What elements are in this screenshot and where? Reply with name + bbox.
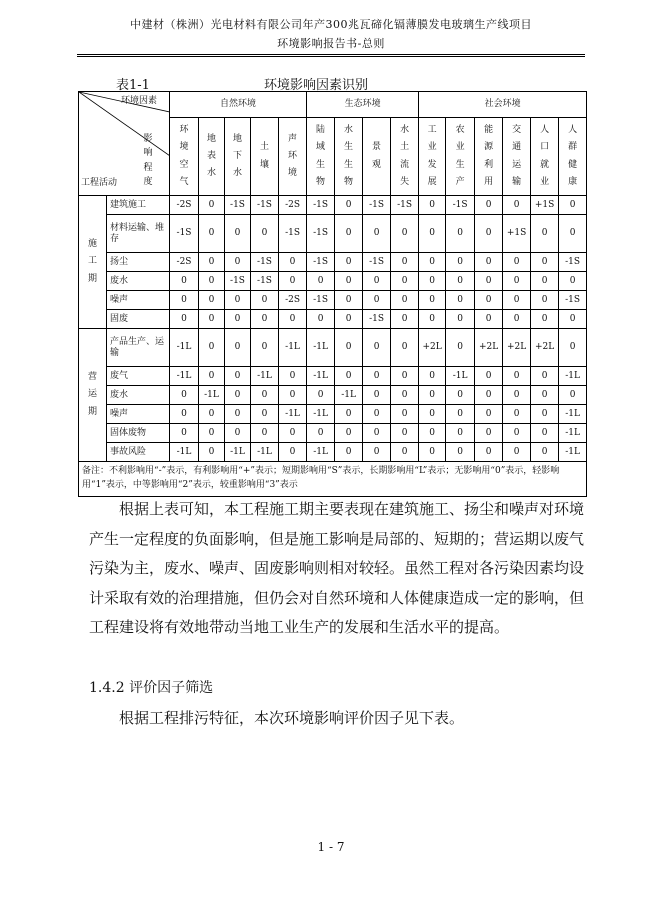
- diag-label-factor: 环境因素: [121, 96, 158, 106]
- value-cell: 0: [419, 253, 446, 272]
- value-cell: 0: [475, 291, 503, 310]
- value-cell: 0: [363, 386, 391, 405]
- value-cell: -1S: [307, 215, 335, 253]
- value-cell: -1S: [446, 196, 475, 215]
- value-cell: 0: [363, 424, 391, 443]
- value-cell: 0: [251, 386, 279, 405]
- value-cell: 0: [446, 310, 475, 329]
- group-natural: 自然环境: [170, 92, 307, 118]
- column-header: 能源利用: [475, 118, 503, 196]
- column-header: 地表水: [199, 118, 225, 196]
- activity-cell: 固废: [107, 310, 170, 329]
- value-cell: 0: [225, 405, 251, 424]
- value-cell: 0: [335, 272, 363, 291]
- value-cell: 0: [475, 196, 503, 215]
- column-header: 人口就业: [531, 118, 559, 196]
- value-cell: 0: [335, 253, 363, 272]
- group-social: 社会环境: [419, 92, 587, 118]
- period-label: 施工期: [79, 196, 107, 329]
- value-cell: 0: [391, 215, 419, 253]
- value-cell: 0: [335, 310, 363, 329]
- value-cell: 0: [363, 405, 391, 424]
- value-cell: 0: [531, 310, 559, 329]
- value-cell: 0: [251, 215, 279, 253]
- diagonal-header-cell: [79, 92, 170, 196]
- value-cell: 0: [170, 424, 199, 443]
- value-cell: 0: [531, 424, 559, 443]
- table-row: [79, 405, 587, 424]
- value-cell: 0: [279, 272, 307, 291]
- value-cell: 0: [446, 329, 475, 367]
- value-cell: -2S: [279, 196, 307, 215]
- activity-cell: 废水: [107, 272, 170, 291]
- value-cell: -1L: [559, 367, 587, 386]
- column-header: 水土流失: [391, 118, 419, 196]
- table-row: [79, 424, 587, 443]
- value-cell: 0: [225, 310, 251, 329]
- value-cell: 0: [446, 291, 475, 310]
- value-cell: 0: [335, 424, 363, 443]
- value-cell: 0: [335, 443, 363, 462]
- value-cell: 0: [225, 253, 251, 272]
- value-cell: 0: [251, 310, 279, 329]
- value-cell: 0: [531, 215, 559, 253]
- activity-cell: 事故风险: [107, 443, 170, 462]
- value-cell: 0: [503, 253, 531, 272]
- value-cell: 0: [559, 272, 587, 291]
- value-cell: 0: [503, 443, 531, 462]
- value-cell: 0: [225, 329, 251, 367]
- value-cell: 0: [199, 196, 225, 215]
- value-cell: 0: [199, 329, 225, 367]
- value-cell: 0: [419, 196, 446, 215]
- value-cell: 0: [170, 272, 199, 291]
- value-cell: 0: [503, 405, 531, 424]
- period-label: 营运期: [79, 329, 107, 462]
- value-cell: -1L: [170, 443, 199, 462]
- paragraph-intro: 根据工程排污特征，本次环境影响评价因子见下表。: [119, 709, 465, 727]
- value-cell: 0: [170, 405, 199, 424]
- value-cell: -1S: [251, 196, 279, 215]
- value-cell: 0: [391, 386, 419, 405]
- value-cell: 0: [475, 405, 503, 424]
- value-cell: -1L: [446, 367, 475, 386]
- impact-identification-table: [78, 91, 587, 497]
- value-cell: 0: [199, 310, 225, 329]
- value-cell: 0: [531, 272, 559, 291]
- value-cell: 0: [307, 272, 335, 291]
- value-cell: 0: [391, 405, 419, 424]
- value-cell: 0: [363, 367, 391, 386]
- value-cell: 0: [307, 386, 335, 405]
- value-cell: -1L: [559, 405, 587, 424]
- value-cell: 0: [170, 310, 199, 329]
- value-cell: -1S: [307, 291, 335, 310]
- value-cell: 0: [391, 367, 419, 386]
- value-cell: 0: [199, 253, 225, 272]
- table-title: 环境影响因素识别: [264, 78, 369, 93]
- value-cell: -1L: [335, 386, 363, 405]
- value-cell: 0: [503, 272, 531, 291]
- column-header: 环境空气: [170, 118, 199, 196]
- group-ecological: 生态环境: [307, 92, 419, 118]
- value-cell: 0: [419, 386, 446, 405]
- value-cell: 0: [199, 424, 225, 443]
- value-cell: 0: [475, 310, 503, 329]
- value-cell: +2L: [531, 329, 559, 367]
- table-row: [79, 386, 587, 405]
- table-row: [79, 291, 587, 310]
- value-cell: +2L: [419, 329, 446, 367]
- table-row: [79, 215, 587, 253]
- column-header: 水生生物: [335, 118, 363, 196]
- value-cell: 0: [475, 215, 503, 253]
- value-cell: 0: [446, 253, 475, 272]
- value-cell: 0: [363, 215, 391, 253]
- value-cell: 0: [279, 253, 307, 272]
- activity-cell: 扬尘: [107, 253, 170, 272]
- value-cell: -1L: [170, 329, 199, 367]
- value-cell: 0: [446, 215, 475, 253]
- column-header: 陆域生物: [307, 118, 335, 196]
- column-header: 景观: [363, 118, 391, 196]
- value-cell: 0: [446, 405, 475, 424]
- value-cell: -1S: [363, 310, 391, 329]
- column-header: 土壤: [251, 118, 279, 196]
- value-cell: 0: [199, 215, 225, 253]
- table-row: [79, 272, 587, 291]
- value-cell: 0: [559, 329, 587, 367]
- value-cell: 0: [391, 291, 419, 310]
- value-cell: 0: [446, 386, 475, 405]
- value-cell: 0: [531, 443, 559, 462]
- column-header: 交通运输: [503, 118, 531, 196]
- section-heading: [89, 677, 213, 697]
- header-chapter-title: 环境影响报告书-总则: [277, 37, 385, 50]
- value-cell: 0: [251, 405, 279, 424]
- value-cell: 0: [419, 215, 446, 253]
- value-cell: 0: [391, 329, 419, 367]
- paragraph-summary: 根据上表可知，本工程施工期主要表现在建筑施工、扬尘和噪声对环境产生一定程度的负面影响，但是施工影响是局部的、短期的；营运期以废气污染为主，废水、噪声、固废影响则相对较轻。虽然工程对各污染因素均设计采取有效的治理措施，但仍会对自然环境和人体健康造成一定的影响，但工程建设将有效地带动当地工业生产的发展和生活水平的提高。: [89, 500, 585, 636]
- value-cell: -1L: [307, 329, 335, 367]
- value-cell: -1S: [225, 196, 251, 215]
- value-cell: 0: [279, 443, 307, 462]
- value-cell: -1L: [307, 405, 335, 424]
- value-cell: 0: [559, 196, 587, 215]
- value-cell: -1S: [559, 253, 587, 272]
- value-cell: 0: [363, 443, 391, 462]
- activity-cell: 废水: [107, 386, 170, 405]
- value-cell: 0: [419, 424, 446, 443]
- value-cell: -1S: [559, 291, 587, 310]
- value-cell: -1L: [279, 405, 307, 424]
- table-row: [79, 367, 587, 386]
- value-cell: -1L: [279, 329, 307, 367]
- value-cell: -1S: [225, 272, 251, 291]
- value-cell: 0: [503, 196, 531, 215]
- value-cell: 0: [225, 386, 251, 405]
- header-project-title: 中建材（株洲）光电材料有限公司年产300兆瓦碲化镉薄膜发电玻璃生产线项目: [130, 18, 532, 31]
- value-cell: 0: [199, 443, 225, 462]
- value-cell: 0: [363, 291, 391, 310]
- value-cell: -1S: [363, 253, 391, 272]
- column-header: 地下水: [225, 118, 251, 196]
- value-cell: 0: [225, 215, 251, 253]
- header-rule-thin: [77, 56, 585, 57]
- value-cell: 0: [335, 405, 363, 424]
- value-cell: +2L: [503, 329, 531, 367]
- activity-cell: 噪声: [107, 405, 170, 424]
- value-cell: 0: [475, 443, 503, 462]
- column-header: 农业生产: [446, 118, 475, 196]
- value-cell: 0: [446, 443, 475, 462]
- value-cell: -1L: [225, 443, 251, 462]
- value-cell: 0: [503, 367, 531, 386]
- value-cell: 0: [503, 310, 531, 329]
- value-cell: -1L: [251, 443, 279, 462]
- value-cell: 0: [225, 367, 251, 386]
- value-cell: 0: [419, 405, 446, 424]
- diag-label-degree: 影响程度: [143, 134, 153, 188]
- value-cell: -1L: [170, 367, 199, 386]
- value-cell: -2S: [279, 291, 307, 310]
- value-cell: 0: [335, 367, 363, 386]
- header-rule: [77, 54, 585, 55]
- value-cell: 0: [475, 367, 503, 386]
- value-cell: 0: [419, 291, 446, 310]
- value-cell: 0: [251, 424, 279, 443]
- value-cell: 0: [475, 386, 503, 405]
- activity-cell: 材料运输、堆存: [107, 215, 170, 253]
- value-cell: -1S: [307, 253, 335, 272]
- column-header: 工业发展: [419, 118, 446, 196]
- value-cell: 0: [391, 253, 419, 272]
- section-title: 评价因子筛选: [129, 680, 214, 696]
- value-cell: 0: [446, 272, 475, 291]
- value-cell: 0: [391, 443, 419, 462]
- table-row: [79, 253, 587, 272]
- value-cell: 0: [419, 367, 446, 386]
- value-cell: 0: [307, 310, 335, 329]
- value-cell: 0: [503, 424, 531, 443]
- value-cell: 0: [335, 215, 363, 253]
- table-row: [79, 329, 587, 367]
- value-cell: 0: [419, 443, 446, 462]
- value-cell: 0: [199, 405, 225, 424]
- value-cell: 0: [279, 367, 307, 386]
- value-cell: -1L: [307, 443, 335, 462]
- diag-label-activity: 工程活动: [81, 178, 118, 188]
- section-number: 1.4.2: [89, 680, 125, 696]
- value-cell: 0: [199, 272, 225, 291]
- value-cell: -2S: [170, 253, 199, 272]
- value-cell: -1S: [391, 196, 419, 215]
- value-cell: 0: [419, 272, 446, 291]
- value-cell: 0: [199, 367, 225, 386]
- value-cell: 0: [391, 424, 419, 443]
- value-cell: 0: [391, 310, 419, 329]
- value-cell: 0: [363, 329, 391, 367]
- value-cell: -1S: [170, 215, 199, 253]
- value-cell: 0: [279, 424, 307, 443]
- activity-cell: 产品生产、运输: [107, 329, 170, 367]
- value-cell: 0: [363, 272, 391, 291]
- value-cell: -2S: [170, 196, 199, 215]
- value-cell: 0: [225, 291, 251, 310]
- value-cell: 0: [335, 196, 363, 215]
- table-row: [79, 443, 587, 462]
- value-cell: -1S: [251, 272, 279, 291]
- table-row: [79, 196, 587, 215]
- page-number: 1 - 7: [317, 840, 345, 854]
- value-cell: 0: [419, 310, 446, 329]
- value-cell: 0: [503, 291, 531, 310]
- activity-cell: 废气: [107, 367, 170, 386]
- table-note: 备注：不利影响用“-”表示，有利影响用“+”表示；短期影响用“S”表示，长期影响用“L”表示；无影响用“0”表示，轻影响用“1”表示，中等影响用“2”表示，较重影响用“3”表示: [79, 462, 587, 497]
- value-cell: 0: [475, 253, 503, 272]
- value-cell: 0: [531, 367, 559, 386]
- value-cell: 0: [251, 291, 279, 310]
- activity-cell: 固体废物: [107, 424, 170, 443]
- value-cell: -1L: [251, 367, 279, 386]
- value-cell: 0: [199, 291, 225, 310]
- value-cell: 0: [559, 310, 587, 329]
- value-cell: 0: [391, 272, 419, 291]
- value-cell: -1S: [307, 196, 335, 215]
- value-cell: 0: [335, 329, 363, 367]
- value-cell: 0: [251, 329, 279, 367]
- value-cell: 0: [335, 291, 363, 310]
- value-cell: +2L: [475, 329, 503, 367]
- value-cell: 0: [531, 253, 559, 272]
- activity-cell: 噪声: [107, 291, 170, 310]
- value-cell: 0: [279, 310, 307, 329]
- value-cell: +1S: [531, 196, 559, 215]
- value-cell: 0: [503, 386, 531, 405]
- value-cell: 0: [170, 291, 199, 310]
- value-cell: 0: [531, 291, 559, 310]
- column-header: 人群健康: [559, 118, 587, 196]
- value-cell: -1S: [279, 215, 307, 253]
- value-cell: 0: [475, 424, 503, 443]
- value-cell: 0: [559, 215, 587, 253]
- value-cell: 0: [446, 424, 475, 443]
- value-cell: 0: [170, 386, 199, 405]
- activity-cell: 建筑施工: [107, 196, 170, 215]
- value-cell: -1L: [307, 367, 335, 386]
- value-cell: 0: [531, 386, 559, 405]
- value-cell: 0: [475, 272, 503, 291]
- table-row: [79, 310, 587, 329]
- value-cell: -1S: [251, 253, 279, 272]
- value-cell: 0: [279, 386, 307, 405]
- value-cell: 0: [559, 386, 587, 405]
- value-cell: -1L: [199, 386, 225, 405]
- column-header: 声环境: [279, 118, 307, 196]
- value-cell: -1L: [559, 443, 587, 462]
- value-cell: -1L: [559, 424, 587, 443]
- table-number: 表1-1: [116, 78, 150, 93]
- value-cell: +1S: [503, 215, 531, 253]
- value-cell: -1S: [363, 196, 391, 215]
- value-cell: 0: [307, 424, 335, 443]
- value-cell: 0: [531, 405, 559, 424]
- value-cell: 0: [225, 424, 251, 443]
